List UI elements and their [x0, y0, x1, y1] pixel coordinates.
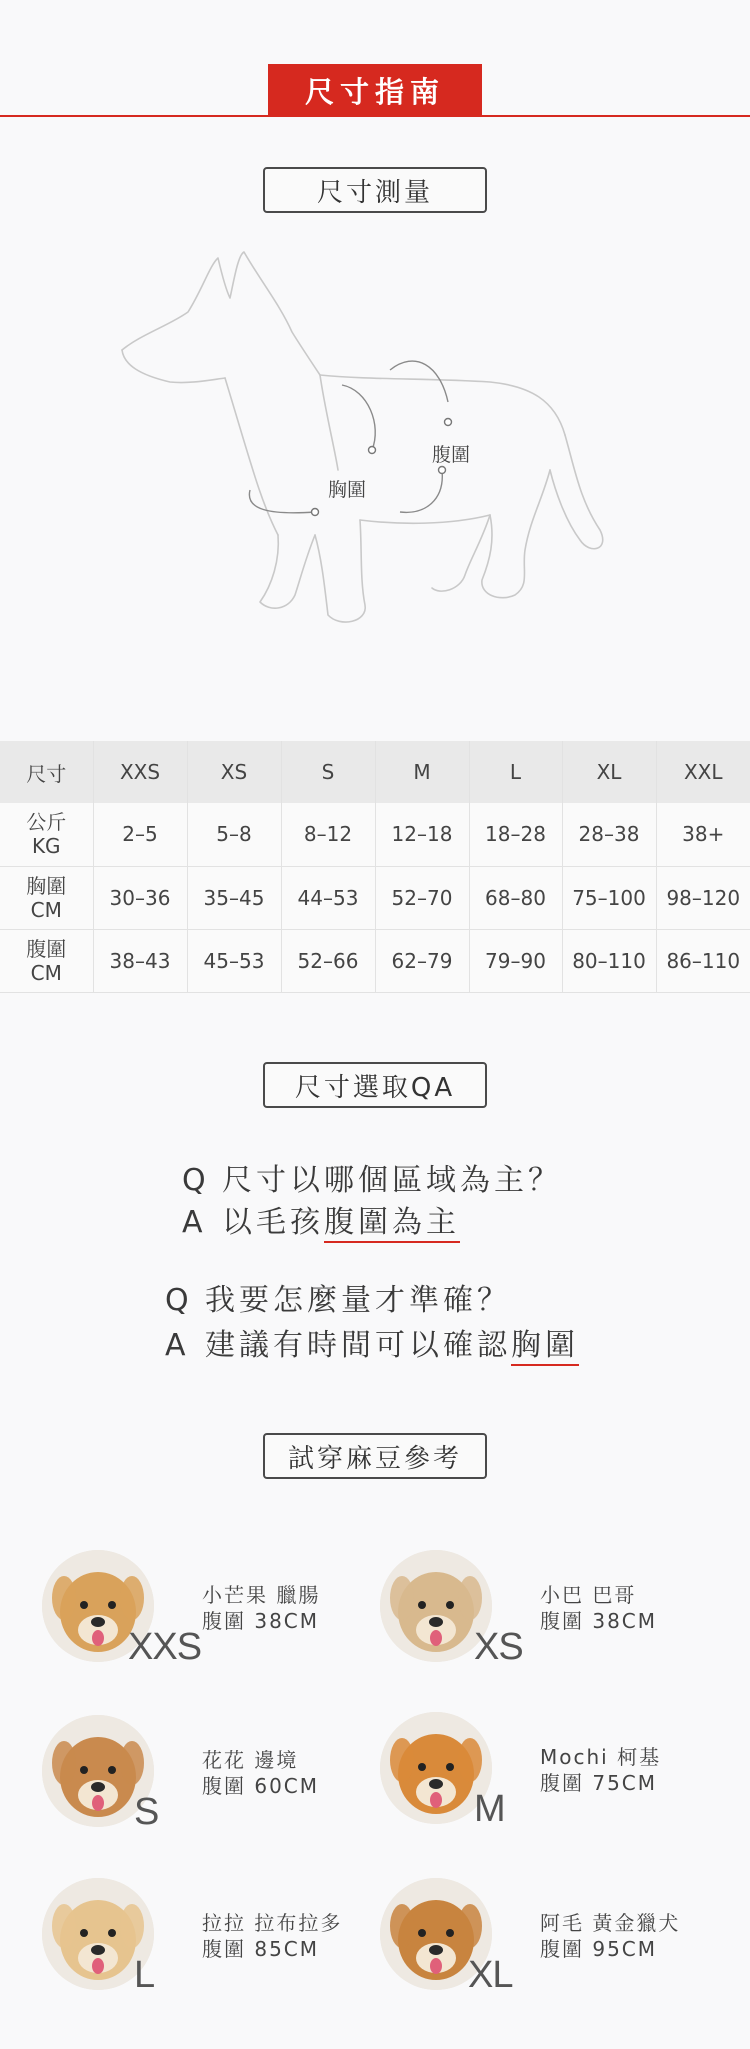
table-cell: 12–18: [375, 803, 469, 866]
table-cell: 75–100: [562, 866, 656, 929]
qa-question-2: [165, 1275, 511, 1319]
model-info: [540, 1582, 657, 1634]
table-cell: 68–80: [469, 866, 562, 929]
table-cell: 5–8: [187, 803, 281, 866]
table-header-cell: L: [469, 741, 562, 803]
table-cell: 8–12: [281, 803, 375, 866]
model-belly-size: 腹圍 95CM: [540, 1937, 658, 1961]
row-header-unit: CM: [30, 960, 62, 985]
table-cell: 52–66: [281, 929, 375, 992]
table-cell: 52–70: [375, 866, 469, 929]
table-cell: 80–110: [562, 929, 656, 992]
model-size-letter: XXS: [128, 1626, 202, 1668]
a2-emphasis: 胸圍: [511, 1328, 579, 1366]
qa-question-1: [182, 1155, 562, 1199]
chest-label: 胸圍: [328, 479, 367, 501]
model-card: [42, 1715, 372, 1855]
model-belly-size: 腹圍 60CM: [202, 1774, 320, 1798]
table-row: [0, 803, 750, 866]
qa-answer-1: [182, 1197, 460, 1241]
table-cell: 38–43: [93, 929, 187, 992]
table-cell: 45–53: [187, 929, 281, 992]
model-size-letter: S: [134, 1791, 159, 1833]
model-belly-size: 腹圍 38CM: [202, 1609, 320, 1633]
dog-measurement-illustration: [110, 250, 630, 690]
q1-text: 尺寸以哪個區域為主？: [222, 1163, 562, 1198]
table-cell: 18–28: [469, 803, 562, 866]
row-header-line: 公斤: [26, 810, 67, 835]
table-cell: 2–5: [93, 803, 187, 866]
row-header-belly: [0, 929, 93, 992]
model-info: [540, 1910, 680, 1962]
qa-answer-2: [165, 1320, 579, 1364]
table-header-row: [0, 741, 750, 803]
qa-section-label: 尺寸選取QA: [263, 1062, 487, 1108]
table-header-cell: XXL: [683, 760, 723, 784]
a-mark: A: [182, 1205, 207, 1240]
dog-outline-icon: [110, 250, 630, 690]
model-card: [42, 1878, 372, 2018]
a2-text: 建議有時間可以確認: [205, 1328, 511, 1363]
model-size-letter: M: [474, 1788, 505, 1830]
model-info: [202, 1910, 342, 1962]
table-cell: 79–90: [469, 929, 562, 992]
a1-text: 以毛孩: [222, 1205, 324, 1240]
model-name: 小芒果 臘腸: [202, 1583, 321, 1607]
table-cell: 38+: [682, 822, 725, 847]
table-cell: 62–79: [375, 929, 469, 992]
belly-label: 腹圍: [432, 444, 471, 466]
table-header-cell: XS: [187, 741, 281, 803]
row-header-chest: [0, 866, 93, 929]
row-header-unit: KG: [31, 834, 61, 859]
row-header-weight: [0, 803, 93, 866]
table-row: [0, 929, 750, 992]
table-row: [0, 866, 750, 929]
table-cell: 30–36: [93, 866, 187, 929]
q2-text: 我要怎麼量才準確？: [205, 1283, 511, 1318]
table-cell: 44–53: [281, 866, 375, 929]
table-header-cell: 尺寸: [0, 741, 93, 803]
a-mark: A: [165, 1328, 190, 1363]
row-header-unit: CM: [30, 897, 62, 922]
model-card: [380, 1712, 710, 1852]
model-belly-size: 腹圍 75CM: [540, 1771, 658, 1795]
table-header-cell: M: [375, 741, 469, 803]
model-size-letter: XL: [468, 1954, 513, 1996]
model-card: [380, 1878, 710, 2018]
model-info: [202, 1582, 320, 1634]
row-header-line: 腹圍: [26, 936, 67, 961]
model-info: [202, 1747, 319, 1799]
table-header-cell: XL: [562, 741, 656, 803]
table-cell: 98–120: [666, 885, 741, 910]
table-cell: 35–45: [187, 866, 281, 929]
model-info: [540, 1744, 661, 1796]
page-title: 尺寸指南: [268, 64, 482, 116]
table-header-cell: XXS: [93, 741, 187, 803]
table-cell: 28–38: [562, 803, 656, 866]
measure-section-label: 尺寸測量: [263, 167, 487, 213]
size-table: [0, 741, 750, 993]
model-name: 花花 邊境: [202, 1748, 299, 1772]
model-name: Mochi 柯基: [540, 1745, 662, 1769]
model-name: 阿毛 黃金獵犬: [540, 1911, 681, 1935]
model-card: [42, 1550, 372, 1690]
model-belly-size: 腹圍 85CM: [202, 1937, 320, 1961]
table-header-cell: S: [281, 741, 375, 803]
models-section-label: 試穿麻豆參考: [263, 1433, 487, 1479]
model-card: [380, 1550, 710, 1690]
table-cell: 86–110: [666, 948, 741, 973]
model-name: 拉拉 拉布拉多: [202, 1911, 343, 1935]
q-mark: Q: [165, 1283, 193, 1318]
model-name: 小巴 巴哥: [540, 1583, 637, 1607]
q-mark: Q: [182, 1163, 210, 1198]
model-size-letter: L: [134, 1954, 155, 1996]
model-size-letter: XS: [474, 1626, 523, 1668]
row-header-line: 胸圍: [26, 873, 67, 898]
model-belly-size: 腹圍 38CM: [540, 1609, 658, 1633]
a1-emphasis: 腹圍為主: [324, 1205, 460, 1243]
